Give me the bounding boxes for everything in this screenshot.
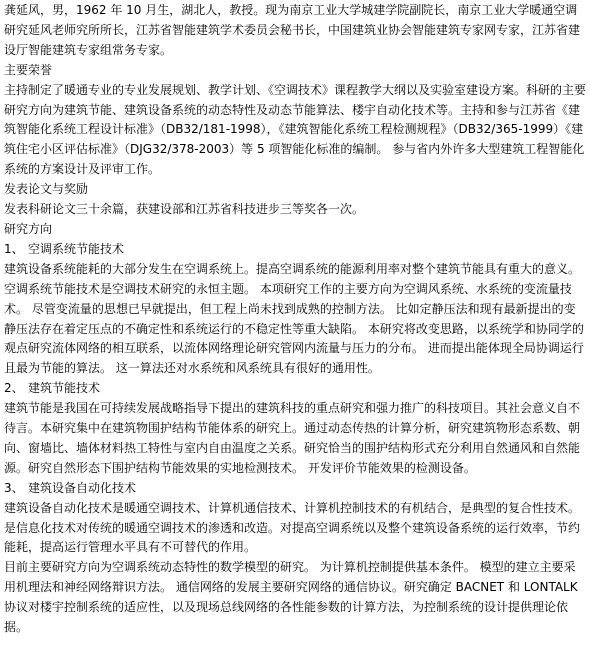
research-item-number: 2、 (4, 381, 24, 396)
research-item-number: 3、 (4, 480, 24, 495)
section-title-publications: 发表论文与奖励 (4, 182, 89, 197)
research-item-heading (4, 479, 586, 499)
research-item-text: 建筑设备系统能耗的大部分发生在空调系统上。提高空调系统的能源利用率对整个建筑节能具有重大的意义。空调系统节能技术是空调技术研究的永恒主题。 本项研究工作的主要方向为空调风系统、水系统的变流量技术。 尽管变流量的思想已早就提出，但工程上尚未找到成熟的控制方法。 比如定静压法和现有最新提出的变静压法存在着定压点的不确定性和系统运行的不稳定性等重大缺陷。 本研究将改变思路，以系统学和协同学的观点研究流体网络的相互联系，以流体网络理论研究管网内流量与压力的分布。 进而提出能体现全局协调运行且最为节能的算法。 这一算法还对水系统和风系统具有很好的通用性。 (4, 261, 584, 376)
honors-paragraph: 主持制定了暖通专业的专业发展规划、教学计划、《空调技术》课程教学大纲以及实验室建设方案。科研的主要研究方向为建筑节能、建筑设备系统的动态特性及动态节能算法、楼宇自动化技术等。主持和参与江苏省《建筑智能化系统工程设计标准》（DB32/181-1998），《建筑智能化系统工程检测规程》（DB32/365-1999）《建筑住宅小区评估标准》（DJG32/378-2003）等 5 项智能化标准的编制。 参与省内外许多大型建筑工程智能化系统的方案设计及评审工作。 (4, 82, 587, 177)
intro-paragraph: 龚延风，男，1962 年 10 月生，湖北人，教授。现为南京工业大学城建学院副院长，南京工业大学暖通空调研究延风老师究所所长，江苏省智能建筑学术委员会秘书长，中国建筑业协会智能建筑专家网专家，江苏省建设厅智能建筑专家组常务专家。 (4, 3, 581, 57)
research-item-text: 建筑节能是我国在可持续发展战略指导下提出的建筑科技的重点研究和强力推广的科技项目。其社会意义自不待言。本研究集中在建筑物围护结构节能体系的研究上。通过动态传热的计算分析，研究建筑物形态系数、朝向、窗墙比、墙体材料热工特性与室内自由温度之关系。研究恰当的围护结构形式充分利用自然通风和自然能源。研究自然形态下围护结构节能效果的实地检测技术。 开发评价节能效果的检测设备。 (4, 401, 581, 475)
section-title-research: 研究方向 (4, 221, 53, 236)
research-item-title: 建筑节能技术 (28, 381, 101, 396)
research-item-number: 1、 (4, 241, 24, 256)
research-item-text: 建筑设备自动化技术是暖通空调技术、计算机通信技术、计算机控制技术的有机结合，是典型的复合性技术。 是信息化技术对传统的暖通空调技术的渗透和改造。对提高空调系统以及整个建筑设备系统的运行效率，节约能耗，提高运行管理水平具有不可替代的作用。 (4, 500, 581, 555)
research-item-title: 空调系统节能技术 (28, 241, 125, 256)
research-closing-paragraph: 目前主要研究方向为空调系统动态特性的数学模型的研究。 为计算机控制提供基本条件。 模型的建立主要采用机理法和神经网络辩识方法。 通信网络的发展主要研究网络的通信协议。研究确定 BACNET 和 LONTALK 协议对楼宇控制系统的适应性，以及现场总线网络的各性能参数的计算方法，为控制系统的设计提供理论依据。 (4, 560, 578, 635)
research-item-title: 建筑设备自动化技术 (28, 480, 137, 495)
publications-paragraph: 发表科研论文三十余篇，获建设部和江苏省科技进步三等奖各一次。 (4, 202, 365, 217)
research-item-heading (4, 240, 586, 260)
research-item-heading (4, 379, 586, 399)
section-title-honors: 主要荣誉 (4, 62, 53, 77)
